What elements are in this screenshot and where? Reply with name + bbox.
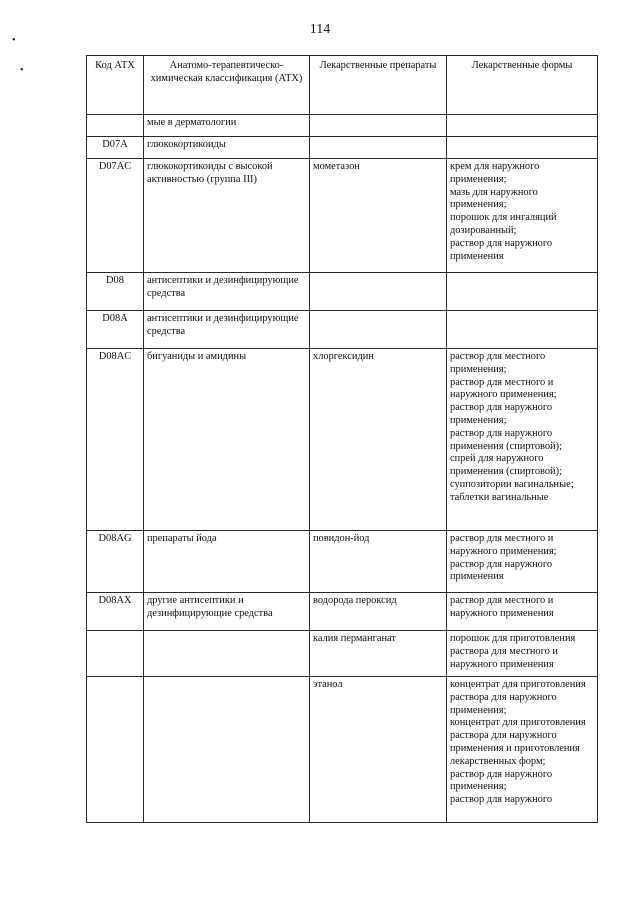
drug-cell: этанол [310, 677, 447, 823]
dosage-form-item: раствор для наружного применения; [450, 768, 553, 793]
code-cell: D08AG [87, 531, 144, 593]
classification-cell: бигуаниды и амидины [144, 349, 310, 531]
table-header-row [87, 56, 598, 115]
dosage-form-item: раствор для местного и наружного применения; [450, 376, 557, 401]
table-body [87, 115, 598, 823]
forms-cell [447, 137, 598, 159]
drug-cell [310, 273, 447, 311]
classification-cell: антисептики и дезинфицирующие средства [144, 273, 310, 311]
drug-cell [310, 137, 447, 159]
drug-cell: мометазон [310, 159, 447, 273]
table-row [87, 159, 598, 273]
forms-cell [447, 531, 598, 593]
dosage-form-item: концентрат для приготовления раствора для наружного применения и приготовления лекарственных форм; [450, 717, 586, 767]
table-row [87, 311, 598, 349]
table-row [87, 349, 598, 531]
classification-cell: препараты йода [144, 531, 310, 593]
forms-cell [447, 311, 598, 349]
classification-cell: другие антисептики и дезинфицирующие средства [144, 593, 310, 631]
drug-cell: хлоргексидин [310, 349, 447, 531]
table-row [87, 593, 598, 631]
table-row [87, 115, 598, 137]
dosage-form-item: раствор для наружного применения [450, 558, 553, 583]
forms-cell [447, 349, 598, 531]
code-cell [87, 115, 144, 137]
classification-cell: антисептики и дезинфицирующие средства [144, 311, 310, 349]
dosage-form-item: мазь для наружного применения; [450, 186, 538, 211]
code-cell: D08 [87, 273, 144, 311]
classification-cell [144, 631, 310, 677]
table-row [87, 631, 598, 677]
dosage-form-item: концентрат для приготовления раствора для наружного применения; [450, 679, 586, 716]
atx-drug-table [86, 55, 598, 823]
table-row [87, 273, 598, 311]
scan-mark-dot: • [12, 35, 16, 46]
drug-cell [310, 115, 447, 137]
dosage-form-item: крем для наружного применения; [450, 161, 540, 185]
drug-cell: водорода пероксид [310, 593, 447, 631]
dosage-form-item: спрей для наружного применения (спиртовой); [450, 453, 562, 478]
dosage-form-item: раствор для наружного применения; [450, 402, 553, 426]
header-drugs: Лекарственные препараты [310, 56, 447, 115]
dosage-form-item: раствор для местного применения; [450, 351, 546, 375]
forms-cell [447, 273, 598, 311]
forms-cell [447, 631, 598, 677]
drug-cell: калия перманганат [310, 631, 447, 677]
code-cell: D08AX [87, 593, 144, 631]
dosage-form-item: порошок для ингаляций дозированный; [450, 212, 557, 236]
dosage-form-item: раствор для наружного применения [450, 237, 553, 262]
code-cell: D07A [87, 137, 144, 159]
dosage-form-item: раствор для местного и наружного применения; [450, 533, 557, 557]
page-number: 114 [309, 22, 331, 37]
code-cell: D07AC [87, 159, 144, 273]
code-cell: D08AC [87, 349, 144, 531]
code-cell: D08A [87, 311, 144, 349]
forms-cell [447, 593, 598, 631]
dosage-form-item: раствор для местного и наружного применения [450, 595, 554, 619]
header-classification: Анатомо-терапевтическо-химическая классификация (АТХ) [144, 56, 310, 115]
code-cell [87, 677, 144, 823]
header-code: Код АТХ [87, 56, 144, 115]
scan-mark-dot: • [20, 65, 24, 76]
drug-cell [310, 311, 447, 349]
classification-cell: глюкокортикоиды с высокой активностью (группа III) [144, 159, 310, 273]
header-forms: Лекарственные формы [447, 56, 598, 115]
drug-cell: повидон-йод [310, 531, 447, 593]
table-row [87, 137, 598, 159]
classification-cell: мые в дерматологии [144, 115, 310, 137]
classification-cell [144, 677, 310, 823]
forms-cell [447, 115, 598, 137]
dosage-form-item: раствор для наружного применения (спиртовой); [450, 427, 562, 452]
code-cell [87, 631, 144, 677]
classification-cell: глюкокортикоиды [144, 137, 310, 159]
table-row [87, 677, 598, 823]
forms-cell [447, 159, 598, 273]
dosage-form-item: порошок для приготовления раствора для местного и наружного применения [450, 633, 576, 670]
forms-cell [447, 677, 598, 823]
dosage-form-item: суппозитории вагинальные; [450, 478, 574, 490]
dosage-form-item: таблетки вагинальные [450, 491, 549, 503]
table-row [87, 531, 598, 593]
dosage-form-item: раствор для наружного [450, 794, 553, 806]
